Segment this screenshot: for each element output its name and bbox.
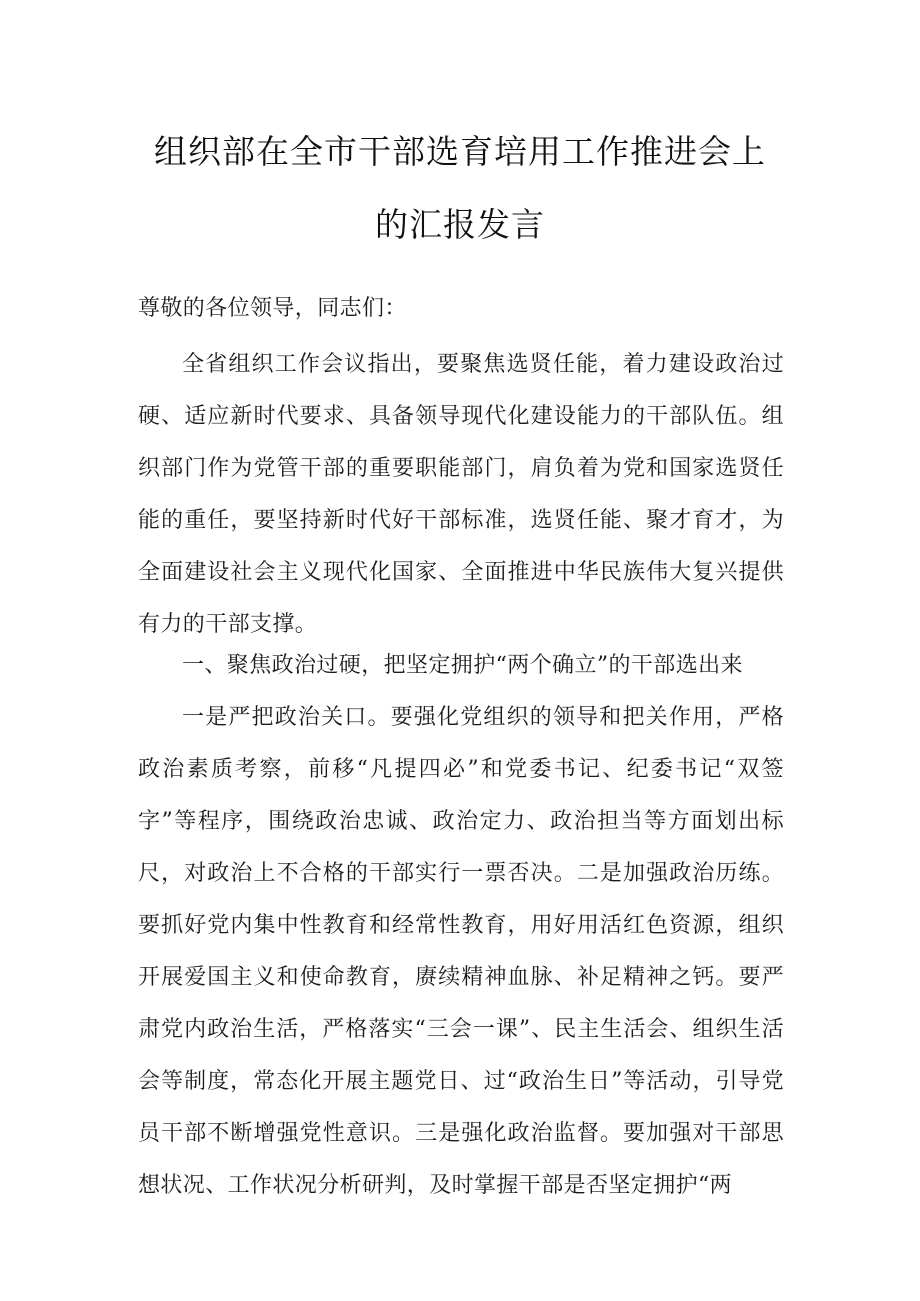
section-heading-1: 一、聚焦政治过硬，把坚定拥护“两个确立”的干部选出来 bbox=[182, 653, 743, 678]
salutation: 尊敬的各位领导，同志们： bbox=[138, 296, 407, 321]
section-1-paragraph: 一是严把政治关口。要强化党组织的领导和把关作用，严格政治素质考察，前移“凡提四必”和党委书记、纪委书记“双签字”等程序，围绕政治忠诚、政治定力、政治担当等方面划出标尺，对政治上不合格的干部实行一票否决。二是加强政治历练。要抓好党内集中性教育和经常性教育，用好用活红色资源，组织开展爱国主义和使命教育，赓续精神血脉、补足精神之钙。要严肃党内政治生活，严格落实“三会一课”、民主生活会、组织生活会等制度，常态化开展主题党日、过“政治生日”等活动，引导党员干部不断增强党性意识。三是强化政治监督。要加强对干部思想状况、工作状况分析研判，及时掌握干部是否坚定拥护“两 bbox=[138, 705, 784, 1198]
document-title-line-1: 组织部在全市干部选育培用工作推进会上 bbox=[154, 132, 766, 171]
intro-paragraph: 全省组织工作会议指出，要聚焦选贤任能，着力建设政治过硬、适应新时代要求、具备领导现代化建设能力的干部队伍。组织部门作为党管干部的重要职能部门，肩负着为党和国家选贤任能的重任，要坚持新时代好干部标准，选贤任能、聚才育才，为全面建设社会主义现代化国家、全面推进中华民族伟大复兴提供有力的干部支撑。 bbox=[138, 352, 784, 637]
document-title-line-2: 的汇报发言 bbox=[375, 205, 545, 244]
